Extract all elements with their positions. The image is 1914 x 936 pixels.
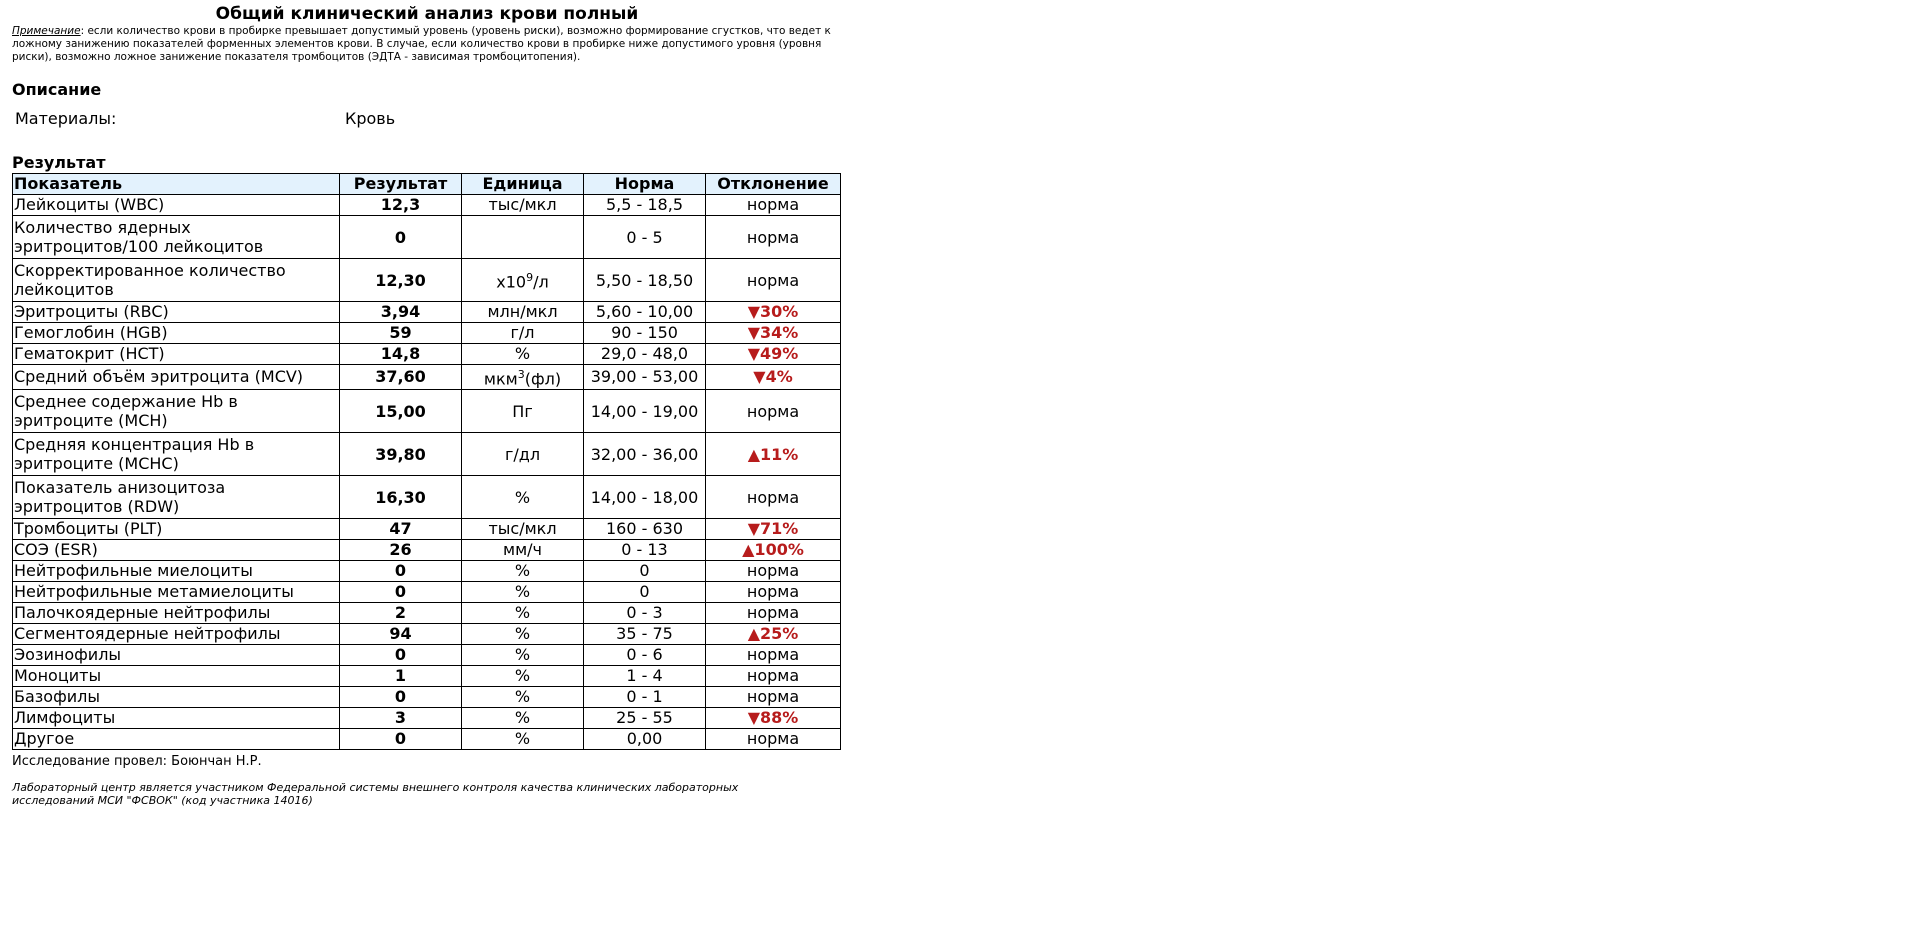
norm-range: 0 - 5 (584, 216, 706, 259)
table-row (13, 390, 841, 433)
result-title: Результат (12, 153, 106, 172)
table-row (13, 195, 841, 216)
deviation-value: норма (706, 259, 841, 302)
result-value: 0 (340, 216, 462, 259)
result-value: 12,30 (340, 259, 462, 302)
note-text: : если количество крови в пробирке превышает допустимый уровень (уровень риски), возможно формирование сгустков, что ведет к ложному занижению показателей форменных элементов крови. В случае, если количество крови в пробирке ниже допустимого уровня (уровня риски), возможно ложное занижение показателя тромбоцитов (ЭДТА - зависимая тромбоцитопения). (12, 25, 831, 63)
deviation-value: норма (706, 476, 841, 519)
unit-value (462, 365, 584, 390)
table-row (13, 624, 841, 645)
indicator-name: Средний объём эритроцита (MCV) (13, 365, 340, 390)
result-value: 0 (340, 729, 462, 750)
indicator-name: Лейкоциты (WBC) (13, 195, 340, 216)
result-value: 16,30 (340, 476, 462, 519)
norm-range: 1 - 4 (584, 666, 706, 687)
deviation-value: норма (706, 216, 841, 259)
note-label: Примечание (12, 25, 81, 37)
table-row (13, 344, 841, 365)
lab-note: Лабораторный центр является участником Федеральной системы внешнего контроля качества клинических лабораторных исследований МСИ "ФСВОК" (код участника 14016) (12, 781, 739, 808)
deviation-value: норма (706, 603, 841, 624)
deviation-value: ▼4% (706, 365, 841, 390)
material-value: Кровь (345, 109, 396, 128)
norm-range: 35 - 75 (584, 624, 706, 645)
table-row (13, 666, 841, 687)
table-row (13, 433, 841, 476)
norm-range: 0 (584, 561, 706, 582)
material-row (12, 108, 842, 130)
result-value: 0 (340, 645, 462, 666)
unit-value: % (462, 582, 584, 603)
deviation-value: норма (706, 582, 841, 603)
indicator-name: Другое (13, 729, 340, 750)
indicator-name: СОЭ (ESR) (13, 540, 340, 561)
table-row (13, 540, 841, 561)
unit-value: % (462, 561, 584, 582)
unit-value: г/л (462, 323, 584, 344)
deviation-value: ▼49% (706, 344, 841, 365)
norm-range: 0 - 1 (584, 687, 706, 708)
norm-range: 0 - 3 (584, 603, 706, 624)
indicator-name: Показатель анизоцитоза эритроцитов (RDW) (13, 476, 340, 519)
header-deviation: Отклонение (706, 174, 841, 195)
norm-range: 32,00 - 36,00 (584, 433, 706, 476)
unit-value: % (462, 729, 584, 750)
indicator-name: Палочкоядерные нейтрофилы (13, 603, 340, 624)
indicator-name: Моноциты (13, 666, 340, 687)
unit-value: % (462, 344, 584, 365)
unit-superscript: 3 (517, 368, 525, 381)
deviation-value: норма (706, 561, 841, 582)
result-value: 37,60 (340, 365, 462, 390)
result-value: 94 (340, 624, 462, 645)
result-value: 47 (340, 519, 462, 540)
unit-base: мкм (483, 369, 518, 389)
norm-range: 0 - 6 (584, 645, 706, 666)
table-row (13, 519, 841, 540)
table-row (13, 687, 841, 708)
unit-tail: (фл) (524, 369, 562, 389)
norm-range: 5,50 - 18,50 (584, 259, 706, 302)
results-table (12, 173, 841, 750)
result-value: 59 (340, 323, 462, 344)
unit-value (462, 216, 584, 259)
unit-value: млн/мкл (462, 302, 584, 323)
indicator-name: Лимфоциты (13, 708, 340, 729)
indicator-name: Гемоглобин (HGB) (13, 323, 340, 344)
table-row (13, 708, 841, 729)
unit-value: мм/ч (462, 540, 584, 561)
unit-value: г/дл (462, 433, 584, 476)
indicator-name: Сегментоядерные нейтрофилы (13, 624, 340, 645)
deviation-value: ▲11% (706, 433, 841, 476)
norm-range: 0 (584, 582, 706, 603)
unit-value: % (462, 708, 584, 729)
deviation-value: норма (706, 729, 841, 750)
indicator-name: Гематокрит (HCT) (13, 344, 340, 365)
deviation-value: ▼71% (706, 519, 841, 540)
page-title: Общий клинический анализ крови полный (215, 4, 639, 24)
norm-range: 5,60 - 10,00 (584, 302, 706, 323)
table-row (13, 603, 841, 624)
results-body (13, 195, 841, 750)
deviation-value: норма (706, 195, 841, 216)
unit-value: % (462, 624, 584, 645)
unit-value: % (462, 603, 584, 624)
result-value: 3 (340, 708, 462, 729)
performed-by: Исследование провел: Боюнчан Н.Р. (12, 754, 262, 770)
deviation-value: ▼30% (706, 302, 841, 323)
table-row (13, 582, 841, 603)
norm-range: 39,00 - 53,00 (584, 365, 706, 390)
result-value: 26 (340, 540, 462, 561)
report-page (12, 0, 842, 807)
deviation-value: ▲100% (706, 540, 841, 561)
result-value: 39,80 (340, 433, 462, 476)
description-title: Описание (12, 80, 102, 99)
deviation-value: норма (706, 390, 841, 433)
table-row (13, 645, 841, 666)
deviation-value: ▲25% (706, 624, 841, 645)
norm-range: 14,00 - 19,00 (584, 390, 706, 433)
unit-value: % (462, 476, 584, 519)
result-value: 1 (340, 666, 462, 687)
norm-range: 14,00 - 18,00 (584, 476, 706, 519)
deviation-value: норма (706, 666, 841, 687)
indicator-name: Базофилы (13, 687, 340, 708)
norm-range: 90 - 150 (584, 323, 706, 344)
result-value: 15,00 (340, 390, 462, 433)
indicator-name: Нейтрофильные миелоциты (13, 561, 340, 582)
norm-range: 0,00 (584, 729, 706, 750)
result-value: 2 (340, 603, 462, 624)
deviation-value: ▼34% (706, 323, 841, 344)
table-row (13, 365, 841, 390)
table-header-row (13, 174, 841, 195)
unit-value: % (462, 666, 584, 687)
note (12, 25, 842, 64)
result-value: 3,94 (340, 302, 462, 323)
indicator-name: Эозинофилы (13, 645, 340, 666)
unit-superscript: 9 (526, 271, 534, 285)
table-row (13, 259, 841, 302)
norm-range: 25 - 55 (584, 708, 706, 729)
table-row (13, 302, 841, 323)
result-value: 12,3 (340, 195, 462, 216)
table-row (13, 216, 841, 259)
unit-base: x10 (496, 272, 527, 292)
unit-tail: /л (533, 272, 549, 292)
header-unit: Единица (462, 174, 584, 195)
norm-range: 5,5 - 18,5 (584, 195, 706, 216)
unit-value: % (462, 645, 584, 666)
deviation-value: норма (706, 687, 841, 708)
norm-range: 160 - 630 (584, 519, 706, 540)
unit-value: Пг (462, 390, 584, 433)
table-row (13, 323, 841, 344)
unit-value: тыс/мкл (462, 195, 584, 216)
indicator-name: Нейтрофильные метамиелоциты (13, 582, 340, 603)
result-value: 0 (340, 687, 462, 708)
indicator-name: Средняя концентрация Hb в эритроците (MCHC) (13, 433, 340, 476)
result-value: 0 (340, 561, 462, 582)
indicator-name: Эритроциты (RBC) (13, 302, 340, 323)
norm-range: 0 - 13 (584, 540, 706, 561)
norm-range: 29,0 - 48,0 (584, 344, 706, 365)
indicator-name: Среднее содержание Hb в эритроците (MCH) (13, 390, 340, 433)
table-row (13, 729, 841, 750)
unit-value (462, 259, 584, 302)
material-label: Материалы: (15, 109, 117, 128)
table-row (13, 476, 841, 519)
header-result: Результат (340, 174, 462, 195)
indicator-name: Тромбоциты (PLT) (13, 519, 340, 540)
deviation-value: норма (706, 645, 841, 666)
result-value: 0 (340, 582, 462, 603)
result-value: 14,8 (340, 344, 462, 365)
unit-value: % (462, 687, 584, 708)
table-row (13, 561, 841, 582)
header-norm: Норма (584, 174, 706, 195)
indicator-name: Количество ядерных эритроцитов/100 лейкоцитов (13, 216, 340, 259)
header-indicator: Показатель (13, 174, 340, 195)
indicator-name: Скорректированное количество лейкоцитов (13, 259, 340, 302)
deviation-value: ▼88% (706, 708, 841, 729)
unit-value: тыс/мкл (462, 519, 584, 540)
